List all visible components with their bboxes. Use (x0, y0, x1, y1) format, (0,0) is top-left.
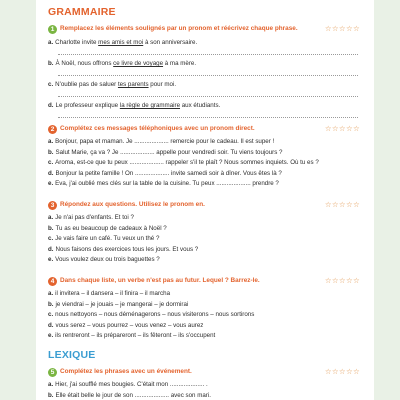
exercise-item: a. Charlotte invite mes amis et moi à son anniversaire. (48, 37, 364, 58)
difficulty-stars-icon: ☆☆☆☆☆ (324, 200, 360, 209)
exercise-item: a. Bonjour, papa et maman. Je .................... remercie pour le cadeau. Il est super ! (48, 138, 275, 145)
exercise-instruction: Remplacez les éléments soulignés par un pronom et réécrivez chaque phrase. (60, 25, 298, 32)
exercise-5-header (48, 368, 364, 380)
exercise-item: b. Salut Marie, ça va ? Je .................... appelle pour vendredi soir. Tu viens toujours ? (48, 148, 283, 156)
answer-line[interactable] (58, 54, 358, 55)
exercise-item: b. Tu as eu beaucoup de cadeaux à Noël ? (48, 224, 167, 232)
exercise-number-badge: 5 (48, 368, 57, 377)
exercise-item: c. Aroma, est-ce que tu peux .................... rappeler s'il te plaît ? Nous sommes inquiets. Où tu es ? (48, 159, 319, 167)
difficulty-stars-icon: ☆☆☆☆☆ (324, 24, 360, 33)
underlined-phrase: tes parents (117, 81, 149, 88)
exercise-number-badge: 3 (48, 201, 57, 210)
exercise-item: c. nous nettoyons – nous déménagerons – nous visiterons – nous sortirons (48, 311, 255, 319)
exercise-item: b. Elle était belle le jour de son .................... avec son mari. (48, 391, 211, 399)
underlined-phrase: la règle de grammaire (119, 102, 181, 109)
exercise-1-header (48, 25, 364, 37)
exercise-item: a. Je n'ai pas d'enfants. Et toi ? (48, 214, 134, 221)
exercise-number-badge: 4 (48, 277, 57, 286)
exercise-number-badge: 1 (48, 25, 57, 34)
exercise-4 (48, 277, 364, 342)
workbook-page (36, 0, 374, 400)
exercise-item: a. il invitera – il dansera – il finira – il marcha (48, 290, 171, 297)
exercise-item: a. Hier, j'ai soufflé mes bougies. C'était mon .................... . (48, 381, 208, 388)
answer-line[interactable] (58, 75, 358, 76)
answer-line[interactable] (58, 117, 358, 118)
exercise-number-badge: 2 (48, 125, 57, 134)
exercise-3 (48, 201, 364, 266)
exercise-item: d. Le professeur explique la règle de grammaire aux étudiants. (48, 100, 364, 121)
exercise-item: b. je viendrai – je jouais – je mangerai – je dormirai (48, 300, 189, 308)
underlined-phrase: mes amis et moi (98, 39, 144, 46)
exercise-item: b. À Noël, nous offrons ce livre de voyage à ma mère. (48, 58, 364, 79)
exercise-item: e. Vous voulez deux ou trois baguettes ? (48, 256, 160, 264)
exercise-item: c. N'oublie pas de saluer tes parents pour moi. (48, 79, 364, 100)
difficulty-stars-icon: ☆☆☆☆☆ (324, 276, 360, 285)
exercise-item: e. Eva, j'ai oublié mes clés sur la table de la cuisine. Tu peux .................... prendre ? (48, 180, 279, 188)
exercise-instruction: Répondez aux questions. Utilisez le pronom en. (60, 201, 205, 208)
exercise-item: c. Je vais faire un café. Tu veux un thé ? (48, 235, 160, 243)
exercise-item: d. Nous faisons des exercices tous les jours. Et vous ? (48, 245, 199, 253)
exercise-item: d. Bonjour la petite famille ! On .................... invite samedi soir à dîner. Vous êtes là ? (48, 169, 282, 177)
exercise-2-header (48, 125, 364, 137)
exercise-instruction: Dans chaque liste, un verbe n'est pas au futur. Lequel ? Barrez-le. (60, 277, 260, 284)
exercise-4-header (48, 277, 364, 289)
exercise-3-header (48, 201, 364, 213)
exercise-1 (48, 25, 364, 121)
difficulty-stars-icon: ☆☆☆☆☆ (324, 124, 360, 133)
exercise-5 (48, 368, 364, 400)
exercise-instruction: Complétez ces messages téléphoniques avec un pronom direct. (60, 125, 255, 132)
section-title-lexicon: LEXIQUE (48, 349, 96, 361)
section-title-grammar: GRAMMAIRE (48, 6, 116, 18)
exercise-instruction: Complétez les phrases avec un événement. (60, 368, 192, 375)
difficulty-stars-icon: ☆☆☆☆☆ (324, 367, 360, 376)
underlined-phrase: ce livre de voyage (113, 60, 164, 67)
answer-line[interactable] (58, 96, 358, 97)
exercise-2 (48, 125, 364, 190)
exercise-item: e. ils rentreront – ils prépareront – ils fêteront – ils s'occupent (48, 332, 216, 340)
exercise-item: d. vous serez – vous pourrez – vous venez – vous aurez (48, 321, 204, 329)
